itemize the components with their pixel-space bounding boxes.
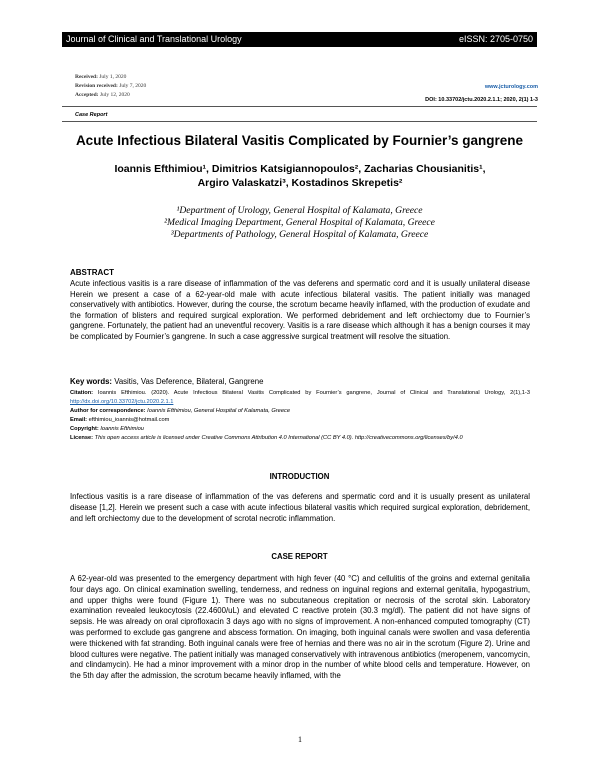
received-label: Received: (75, 74, 98, 80)
copyright-label: Copyright: (70, 426, 99, 432)
case-report-text: A 62-year-old was presented to the emergency department with high fever (40 °C) and cellulitis of the groins and external genitalia four days ago. On clinical examination swelling, tenderness, and redness on inguinal regions and external genitalia, hypogastrium, and upper thighs were found (Figure 1). There was no subcutaneous crepitation or necrosis of the scrotal skin. Laboratory examination revealed leukocytosis (22.4600/uL) and elevated C reactive protein (30.3 mg/dl). The patient did not have signs of sepsis. He was already on oral ciprofloxacin 3 days ago with no signs of improvement. A non-enhanced computed tomography (CT) was performed to exclude gas gangrene and abscess formation. On imaging, both inguinal canals were swollen and vasa deferentia were thickened with fat stranding. Both inguinal canals were free of hernias and there was no air in the scrotum (Figure 2). Urine and blood cultures were negative. The patient initially was managed conservatively with intravenous antibiotics (meropenem, vancomycin, and clindamycin). He had a minor improvement with a minor drop in the number of white blood cells and temperature. However, on the 5th day after the admission, the scrotum became heavily inflamed, with the (70, 574, 530, 681)
accepted-label: Accepted: (75, 92, 99, 98)
eissn: eISSN: 2705-0750 (458, 34, 533, 44)
accepted-date: July 12, 2020 (99, 92, 130, 98)
journal-name: Journal of Clinical and Translational Urology (66, 34, 242, 44)
article-type: Case Report (75, 112, 108, 118)
citation-block (70, 389, 530, 443)
introduction-heading: INTRODUCTION (269, 472, 330, 481)
case-report-heading: CASE REPORT (271, 552, 328, 561)
email-label: Email: (70, 417, 88, 423)
abstract-heading: ABSTRACT (70, 268, 114, 277)
license-value: This open access article is licensed under Creative Commons Attribution 4.0 International (CC BY 4.0). http://creativecommons.org/licenses/by/4.0 (94, 435, 463, 441)
received-date: July 1, 2020 (99, 74, 127, 80)
citation-label: Citation: (70, 390, 94, 396)
author-line: Ioannis Efthimiou¹, Dimitrios Katsigiannopoulos², Zacharias Chousianitis¹, (114, 163, 486, 175)
article-title: Acute Infectious Bilateral Vasitis Complicated by Fournier’s gangrene (75, 133, 524, 148)
affiliation: ³Departments of Pathology, General Hospital of Kalamata, Greece (170, 229, 429, 240)
journal-website-link[interactable]: www.jcturology.com (484, 84, 538, 90)
type-divider (62, 121, 537, 122)
affiliation: ²Medical Imaging Department, General Hospital of Kalamata, Greece (164, 217, 435, 228)
keywords-label: Key words: (70, 377, 113, 386)
article-dates (75, 73, 146, 100)
revision-date: July 7, 2020 (119, 83, 147, 89)
keywords (70, 377, 530, 386)
license-label: License: (70, 435, 94, 441)
journal-header-bar (62, 32, 537, 47)
affiliations (62, 205, 537, 241)
citation-doi-link[interactable]: http://dx.doi.org/10.33702/jctu.2020.2.1.1 (70, 399, 174, 405)
keywords-value: Vasitis, Vas Deference, Bilateral, Gangrene (114, 377, 264, 386)
author-line: Argiro Valaskatzi³, Kostadinos Skrepetis² (197, 177, 403, 189)
author-list (80, 162, 520, 190)
header-divider (62, 106, 537, 107)
correspondence-label: Author for correspondence: (70, 408, 146, 414)
correspondence-value: Ioannis Efthimiou, General Hospital of Kalamata, Greece (147, 408, 291, 414)
affiliation: ¹Department of Urology, General Hospital of Kalamata, Greece (176, 205, 423, 216)
page-number: 1 (298, 735, 302, 744)
introduction-text: Infectious vasitis is a rare disease of inflammation of the vas deferens and spermatic cord and it is usually present as unilateral disease [1,2]. Herein we present such a case with acute infectious bilateral vasitis which required surgical exploration, debridement, and left orchiectomy due to the development of scrotal necrotic inflammation. (70, 492, 530, 523)
copyright-value: Ioannis Efthimiou (100, 426, 144, 432)
revision-label: Revision received: (75, 83, 118, 89)
citation-text: Ioannis Efthimiou. (2020). Acute Infectious Bilateral Vasitis Complicated by Fournier’s gangrene, Journal of Clinical and Translational Urology, 2(1),1-3 (97, 390, 530, 396)
abstract-text: Acute infectious vasitis is a rare disease of inflammation of the vas deferens and spermatic cord and it is usually unilateral disease Herein we present a case of a 62-year-old male with acute infectious bilateral vasitis. The patient initially was managed conservatively with antibiotics. However, during the course, the scrotum became heavily inflamed, with the production of exudate and the formation of blisters and required surgical exploration. We performed debridement and left orchiectomy due to Fournier’s gangrene. Fortunately, the patient had an uneventful recovery. Vasitis is a rare disease which although it has a benign courses it may be complicated by Fournier’s gangrene. In such a case aggressive surgical treatment will resolve the situation. (70, 279, 530, 341)
doi-line: DOI: 10.33702/jctu.2020.2.1.1; 2020, 2(1) 1-3 (425, 97, 538, 103)
email-value[interactable]: efthimiou_ioannis@hotmail.com (88, 417, 170, 423)
